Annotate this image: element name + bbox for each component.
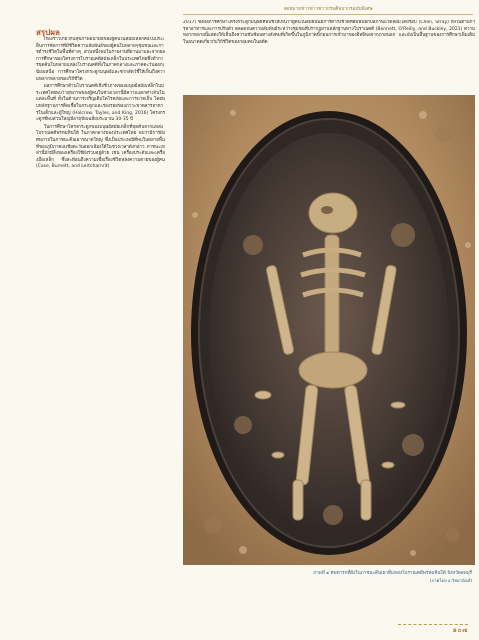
burial-jar-photo [183, 95, 475, 565]
section-title: สรุปผล [36, 28, 60, 37]
left-text-column [36, 37, 165, 599]
right-text-column [183, 20, 475, 90]
header-rule [183, 14, 473, 15]
caption-credit: (ภาพโดย อ.วิชยานันท์) [429, 577, 472, 583]
caption-text: ภาพที่ ๑ ศพทารกที่ฝังในภาชนะดินเผาที่แหล่งโบราณคดีพรหมทินใต้ จังหวัดลพบุรี [313, 571, 472, 576]
page-number: ๑๐๗ [452, 626, 468, 634]
paragraph: 2017) ซึ่งผลการศึกษาโครงกระดูกมนุษย์ที่พบชี้ให้เห็นว่าผู้คนในสมัยนั้นมีการดำรงชีวิตที่สัมพันธ์กับสภาพแวดล้อมโดยรอบ (Chen, Stray) ทั้งในด้านการหาอาหารและการปรับตัว ตลอดจนความสัมพันธ์ระหว่างชุมชนที่ปรากฏผ่านหลักฐานทางโบราณคดี (Bennett, O'Reilly, and Buckley, 2021) ความหลากหลายนี้แสดงให้เห็นถึงความซับซ้อนทางสังคมที่เกิดขึ้นในภูมิภาคนี้ก่อนการเข้ามาของอิทธิพลจากภายนอก และยังเป็นพื้นฐานของการศึกษาเพิ่มเติมในอนาคตเกี่ยวกับวิถีชีวิตของกลุ่มคนในอดีต [183, 20, 475, 45]
figure-caption [252, 571, 472, 585]
running-head: จดหมายข่าวข่าวข่าวกรมศิลปากรฉบับพิเศษ [283, 7, 373, 12]
paragraph: ผลการศึกษาด้านโบราณคดีเชิงชีวภาพของมนุษย์สมัยเหล็กในประเทศไทยพบว่าสุขภาพของผู้คนในช่วงเวลานี้มีความแตกต่างกันในแต่ละพื้นที่ ทั้งในด้านการเจริญเติบโตโรคภัยและการบาดเจ็บ โดยพบหลักฐานการติดเชื้อในกระดูกและร่องรอยของภาวะขาดสารอาหารในเด็กและผู้ใหญ่ (Halcrow, Tayles, and King, 2016) โครงกระดูกที่พบส่วนใหญ่มีอายุขัยเฉลี่ยประมาณ 30-35 ปี [36, 84, 165, 123]
paragraph: ในการศึกษาโครงกระดูกของมนุษย์สมัยเหล็กที่ขุดค้นจากแหล่งโบราณคดีพรหมทินใต้ ในภาคกลางของประเทศไทย พบว่ามีการฝังศพภายในภาชนะดินเผาขนาดใหญ่ ซึ่งเป็นประเพณีที่พบในหลายพื้นที่ของภูมิภาคเอเชียตะวันออกเฉียงใต้ในช่วงเวลาดังกล่าว ภาชนะเหล่านี้มักมีสิ่งของเครื่องใช้ฝังร่วมอยู่ด้วย เช่น เครื่องประดับและเครื่องมือเหล็ก ซึ่งสะท้อนถึงความเชื่อเรื่องชีวิตหลังความตายของผู้คน (Case, Burnett, and Lertcharnrit) [36, 124, 165, 170]
paragraph: เรื่องราวเกี่ยวกับสุขภาพอนามัยของผู้คนในสมัยเหล็กคือในประเด็นการจัดการที่มีชีวิตความสัมพันธ์ของผู้คนในหลายๆชุมชนและการดำรงชีวิตในพื้นที่ต่างๆ ส่วนหนึ่งพบในรายงานที่ผ่านมาและจากผลการศึกษาของโครงการโบราณคดีสมัยเหล็กในประเทศไทยซึ่งทำการขุดค้นในหลายแหล่งโบราณคดีทั้งในภาคกลางและภาคตะวันออกเฉียงเหนือ การศึกษาโครงกระดูกมนุษย์และซากสัตว์ชี้ให้เห็นถึงความหลากหลายของวิถีชีวิต [36, 37, 165, 82]
page-number-rule [398, 624, 468, 635]
